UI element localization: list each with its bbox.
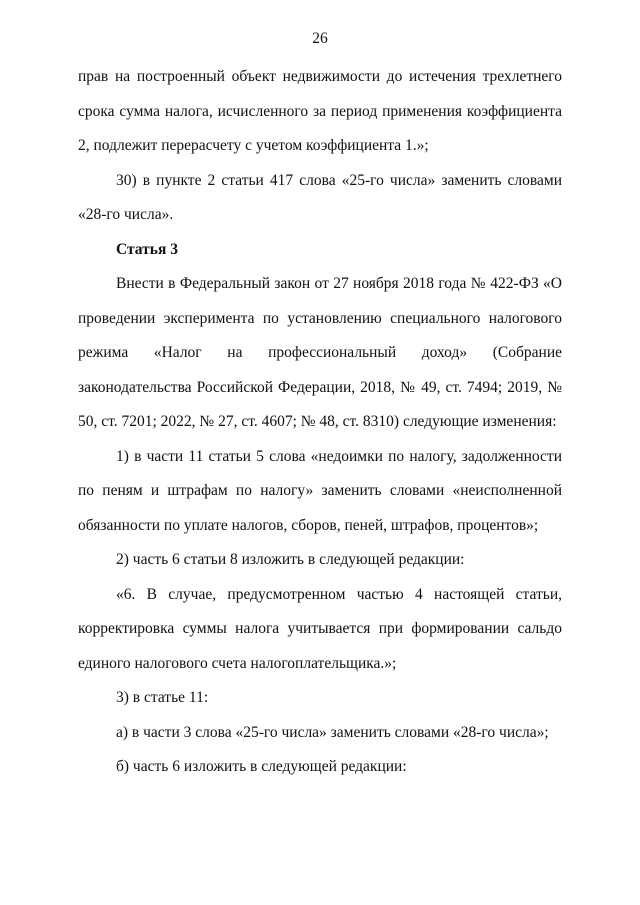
paragraph-item-3a: а) в части 3 слова «25-го числа» заменить словами «28-го числа»; xyxy=(116,723,549,741)
article-heading: Статья 3 xyxy=(116,240,178,258)
paragraph-continuation: прав на построенный объект недвижимости до истечения трехлетнего срока сумма налога, исчисленного за период применения коэффициента 2, подлежит перерасчету с учетом коэффициента 1.»; xyxy=(78,68,562,154)
paragraph-item-1: 1) в части 11 статьи 5 слова «недоимки по налогу, задолженности по пеням и штрафам по налогу» заменить словами «неисполненной обязанности по уплате налогов, сборов, пеней, штрафов, процентов»; xyxy=(78,447,562,534)
paragraph-quoted-part-6: «6. В случае, предусмотренном частью 4 настоящей статьи, корректировка суммы налога учитывается при формировании сальдо единого налогового счета налогоплательщика.»; xyxy=(78,585,562,672)
paragraph-item-30: 30) в пункте 2 статьи 417 слова «25-го числа» заменить словами «28-го числа». xyxy=(78,171,562,223)
paragraph-item-2: 2) часть 6 статьи 8 изложить в следующей редакции: xyxy=(116,551,465,568)
page-number: 26 xyxy=(312,30,328,47)
paragraph-item-3: 3) в статье 11: xyxy=(116,689,209,706)
document-body xyxy=(78,60,562,785)
paragraph-article-intro: Внести в Федеральный закон от 27 ноября 2018 года № 422-ФЗ «О проведении эксперимента по установлению специального налогового режима «Налог на профессиональный доход» (Собрание законодательства Российской Федерации, 2018, № 49, ст. 7494; 2019, № 50, ст. 7201; 2022, № 27, ст. 4607; № 48, ст. 8310) следующие изменения: xyxy=(78,275,562,430)
paragraph-item-3b: б) часть 6 изложить в следующей редакции: xyxy=(116,758,407,775)
